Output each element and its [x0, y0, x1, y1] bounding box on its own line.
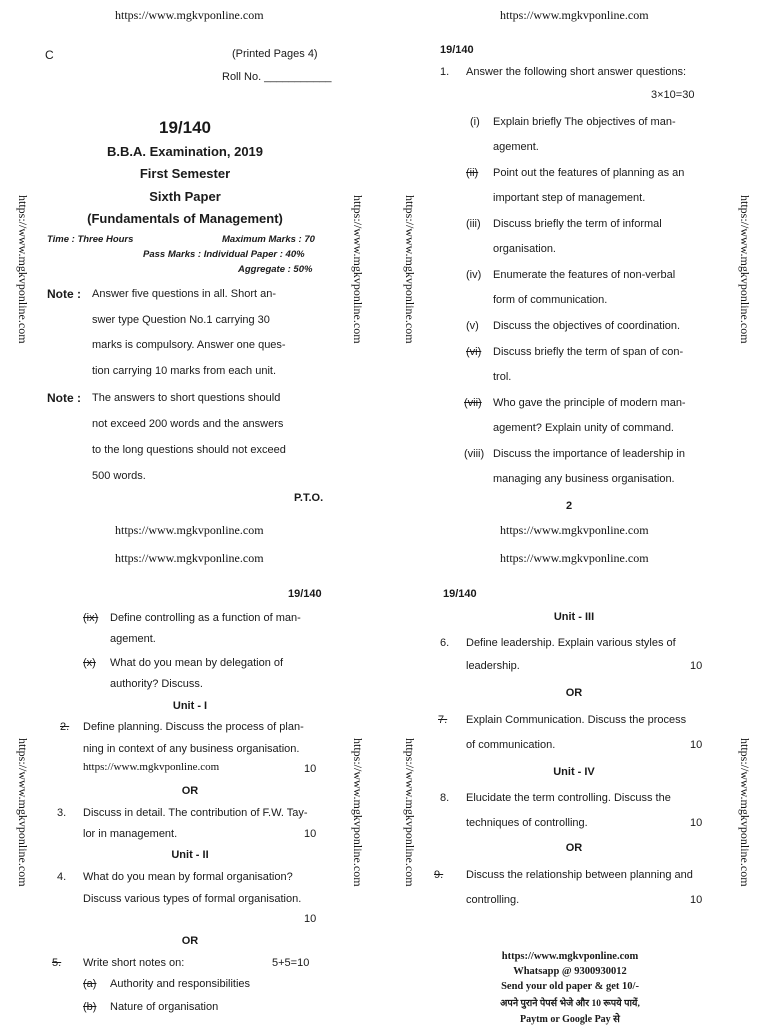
watermark-mid-right-2: https://www.mgkvponline.com	[500, 551, 649, 565]
question-line: ning in context of any business organisation.	[83, 743, 300, 755]
or-divider: OR	[181, 935, 199, 947]
watermark-vertical-left-top: https://www.mgkvponline.com	[16, 195, 30, 344]
q1-item-number: (x)	[83, 657, 96, 669]
note-label-1: Note :	[47, 287, 81, 301]
or-divider: OR	[565, 687, 583, 699]
watermark-mid-left-1: https://www.mgkvponline.com	[115, 523, 264, 537]
q1-item-line: Discuss briefly the term of span of con-	[493, 346, 684, 358]
q1-item-line: agement.	[493, 141, 539, 153]
q1-item-number: (vi)	[466, 346, 482, 358]
note-1-line: Answer five questions in all. Short an-	[92, 288, 277, 300]
promo-hindi: अपने पुराने पेपर्स भेजे और 10 रूपये पायें,	[500, 999, 640, 1009]
question-number: 3.	[57, 807, 67, 819]
question-marks: 10	[304, 913, 317, 925]
note-1-line: marks is compulsory. Answer one ques-	[92, 339, 286, 351]
aggregate: Aggregate : 50%	[238, 264, 313, 275]
q1-item-line: Point out the features of planning as an	[493, 167, 685, 179]
unit-heading: Unit - II	[171, 849, 209, 861]
time-allowed: Time : Three Hours	[47, 234, 134, 245]
note-1-line: tion carrying 10 marks from each unit.	[92, 365, 277, 377]
question-marks: 10	[690, 817, 703, 829]
pass-marks: Pass Marks : Individual Paper : 40%	[143, 249, 305, 260]
watermark-mid-left-2: https://www.mgkvponline.com	[115, 551, 264, 565]
sub-item-text: Authority and responsibilities	[110, 978, 251, 990]
q1-item-number: (vii)	[464, 397, 482, 409]
q1-item-line: Enumerate the features of non-verbal	[493, 269, 676, 281]
semester: First Semester	[139, 166, 231, 181]
printed-pages: (Printed Pages 4)	[232, 48, 318, 60]
watermark-mid-right-1: https://www.mgkvponline.com	[500, 523, 649, 537]
question-marks: 10	[690, 660, 703, 672]
question-line: Discuss in detail. The contribution of F.W. Tay-	[83, 807, 308, 819]
question-line: controlling.	[466, 894, 520, 906]
watermark-vertical-mid1-bottom: https://www.mgkvponline.com	[351, 738, 365, 887]
q1-item-line: organisation.	[493, 243, 556, 255]
q1-item-line: Discuss the importance of leadership in	[493, 448, 685, 460]
question-number: 7.	[438, 714, 448, 726]
inline-watermark: https://www.mgkvponline.com	[83, 761, 220, 773]
question-line: Write short notes on:	[83, 957, 185, 969]
q1-item-line: agement.	[110, 633, 156, 645]
watermark-top-left: https://www.mgkvponline.com	[115, 8, 264, 22]
note-2-line: The answers to short questions should	[92, 392, 281, 404]
q1-item-line: What do you mean by delegation of	[110, 657, 284, 669]
watermark-vertical-mid2-top: https://www.mgkvponline.com	[403, 195, 417, 344]
question-line: Discuss the relationship between planning and	[466, 869, 693, 881]
or-divider: OR	[181, 785, 199, 797]
note-2-line: to the long questions should not exceed	[92, 444, 286, 456]
question-marks: 10	[304, 828, 317, 840]
sub-item-number: (b)	[83, 1001, 97, 1013]
question-line: lor in management.	[83, 828, 178, 840]
unit-heading: Unit - IV	[553, 766, 595, 778]
question-line: leadership.	[466, 660, 520, 672]
exam-name: B.B.A. Examination, 2019	[106, 144, 264, 159]
q1-item-number: (i)	[470, 116, 480, 128]
q1-item-number: (ix)	[83, 612, 99, 624]
question-number: 8.	[440, 792, 450, 804]
q1-item-line: Discuss the objectives of coordination.	[493, 320, 681, 332]
note-2-line: not exceed 200 words and the answers	[92, 418, 284, 430]
q1-item-number: (v)	[466, 320, 479, 332]
question-line: of communication.	[466, 739, 556, 751]
page-3-header: 19/140	[288, 588, 322, 600]
q1-item-line: authority? Discuss.	[110, 678, 203, 690]
question-line: Define planning. Discuss the process of plan-	[83, 721, 304, 733]
q1-item-line: Discuss briefly the term of informal	[493, 218, 662, 230]
question-marks: 10	[690, 894, 703, 906]
max-marks: Maximum Marks : 70	[222, 234, 315, 245]
pto: P.T.O.	[294, 492, 324, 504]
q1-item-number: (iv)	[466, 269, 482, 281]
q1-item-line: agement? Explain unity of command.	[493, 422, 674, 434]
paper-number: Sixth Paper	[149, 189, 221, 204]
q1-item-line: managing any business organisation.	[493, 473, 675, 485]
note-label-2: Note :	[47, 391, 81, 405]
q1-item-line: Define controlling as a function of man-	[110, 612, 301, 624]
q1-item-line: Explain briefly The objectives of man-	[493, 116, 676, 128]
question-number: 2.	[60, 721, 70, 733]
watermark-vertical-right-top: https://www.mgkvponline.com	[738, 195, 752, 344]
q1-marks: 3×10=30	[651, 89, 695, 101]
or-divider: OR	[565, 842, 583, 854]
question-line: Explain Communication. Discuss the process	[466, 714, 687, 726]
q1-item-number: (iii)	[466, 218, 481, 230]
q1-number: 1.	[440, 66, 450, 78]
page-2-header: 19/140	[440, 44, 474, 56]
promo-whatsapp: Whatsapp @ 9300930012	[513, 966, 627, 977]
watermark-vertical-mid1-top: https://www.mgkvponline.com	[351, 195, 365, 344]
watermark-vertical-mid2-bottom: https://www.mgkvponline.com	[403, 738, 417, 887]
watermark-vertical-left-bottom: https://www.mgkvponline.com	[16, 738, 30, 887]
paper-code: C	[45, 48, 54, 62]
question-number: 6.	[440, 637, 450, 649]
roll-no: Roll No. ___________	[222, 71, 332, 83]
unit-heading: Unit - I	[172, 700, 208, 712]
watermark-top-right: https://www.mgkvponline.com	[500, 8, 649, 22]
note-2-line: 500 words.	[92, 470, 146, 482]
question-marks: 5+5=10	[272, 957, 310, 969]
q1-item-number: (viii)	[464, 448, 485, 460]
q1-text: Answer the following short answer questions:	[466, 66, 687, 78]
question-line: What do you mean by formal organisation?	[83, 871, 293, 883]
q1-item-line: trol.	[493, 371, 512, 383]
question-line: Define leadership. Explain various styles of	[466, 637, 676, 649]
q1-item-line: Who gave the principle of modern man-	[493, 397, 686, 409]
question-line: Discuss various types of formal organisation.	[83, 893, 302, 905]
page-number: 2	[566, 500, 573, 512]
question-marks: 10	[690, 739, 703, 751]
question-number: 9.	[434, 869, 444, 881]
q1-item-number: (ii)	[466, 167, 479, 179]
q1-item-line: form of communication.	[493, 294, 608, 306]
page-4-header: 19/140	[443, 588, 477, 600]
unit-heading: Unit - III	[553, 611, 595, 623]
question-marks: 10	[304, 763, 317, 775]
subject: (Fundamentals of Management)	[87, 211, 283, 226]
promo-url: https://www.mgkvponline.com	[501, 951, 639, 962]
question-line: techniques of controlling.	[466, 817, 588, 829]
promo-send: Send your old paper & get 10/-	[501, 981, 639, 992]
promo-pay: Paytm or Google Pay से	[520, 1014, 620, 1025]
question-number: 5.	[52, 957, 62, 969]
paper-title: 19/140	[159, 118, 211, 137]
watermark-vertical-right-bottom: https://www.mgkvponline.com	[738, 738, 752, 887]
question-number: 4.	[57, 871, 67, 883]
sub-item-number: (a)	[83, 978, 97, 990]
sub-item-text: Nature of organisation	[110, 1001, 219, 1013]
question-line: Elucidate the term controlling. Discuss the	[466, 792, 671, 804]
note-1-line: swer type Question No.1 carrying 30	[92, 314, 270, 326]
q1-item-line: important step of management.	[493, 192, 646, 204]
